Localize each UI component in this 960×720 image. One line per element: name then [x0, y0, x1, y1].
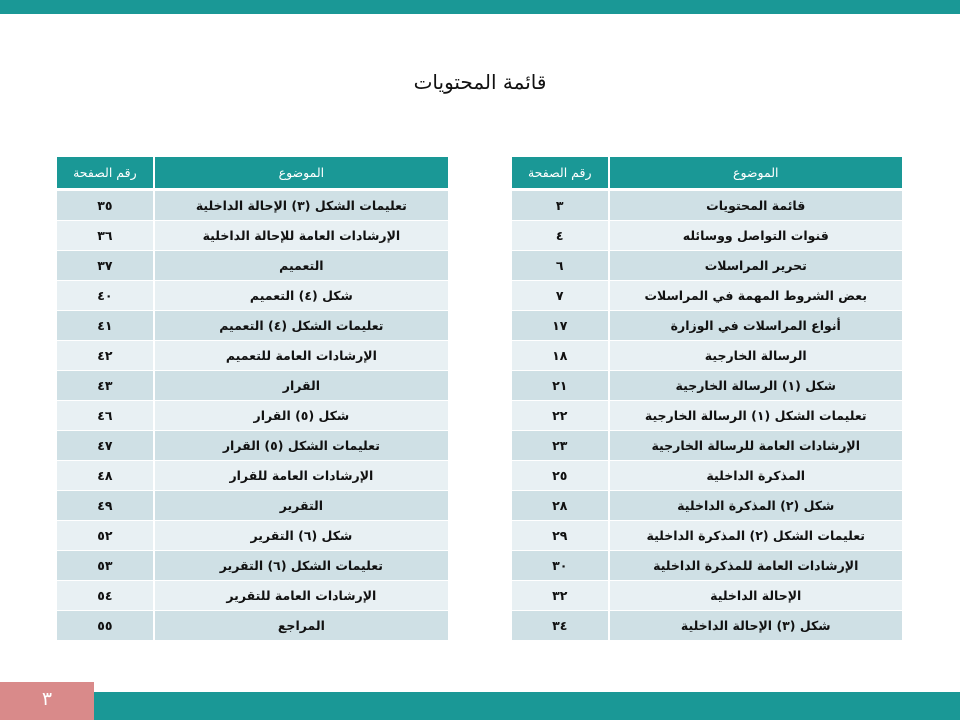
header-page-number: رقم الصفحة [512, 157, 610, 191]
header-topic: الموضوع [155, 157, 448, 191]
toc-topic: الإرشادات العامة للمذكرة الداخلية [610, 551, 903, 581]
toc-topic: المراجع [155, 611, 448, 641]
table-row [57, 431, 448, 461]
toc-page-number: ٣٤ [512, 611, 610, 641]
toc-table-left [57, 157, 448, 641]
table-row [57, 371, 448, 401]
toc-page-number: ٣٧ [57, 251, 155, 281]
toc-topic: بعض الشروط المهمة في المراسلات [610, 281, 903, 311]
toc-topic: شكل (٥) القرار [155, 401, 448, 431]
table-row [57, 341, 448, 371]
toc-topic: شكل (٤) التعميم [155, 281, 448, 311]
toc-topic: تعليمات الشكل (١) الرسالة الخارجية [610, 401, 903, 431]
bottom-accent-bar [0, 692, 960, 720]
table-row [512, 371, 902, 401]
page-number: ٣ [0, 682, 94, 720]
toc-topic: أنواع المراسلات في الوزارة [610, 311, 903, 341]
toc-topic: المذكرة الداخلية [610, 461, 903, 491]
table-row [512, 431, 902, 461]
toc-page-number: ٤٠ [57, 281, 155, 311]
table-row [512, 551, 902, 581]
table-row [57, 551, 448, 581]
header-topic: الموضوع [610, 157, 903, 191]
toc-topic: قنوات التواصل ووسائله [610, 221, 903, 251]
page-title: قائمة المحتويات [413, 70, 547, 94]
toc-topic: القرار [155, 371, 448, 401]
toc-page-number: ٢١ [512, 371, 610, 401]
toc-page-number: ٤٣ [57, 371, 155, 401]
toc-page-number: ٥٢ [57, 521, 155, 551]
toc-page-number: ٢٩ [512, 521, 610, 551]
toc-page-number: ١٧ [512, 311, 610, 341]
table-row [512, 491, 902, 521]
toc-topic: الإرشادات العامة للرسالة الخارجية [610, 431, 903, 461]
toc-topic: تعليمات الشكل (٥) القرار [155, 431, 448, 461]
toc-page-number: ٣٦ [57, 221, 155, 251]
table-row [57, 611, 448, 641]
toc-page-number: ٤٦ [57, 401, 155, 431]
toc-topic: الإرشادات العامة للقرار [155, 461, 448, 491]
table-row [512, 341, 902, 371]
toc-topic: تحرير المراسلات [610, 251, 903, 281]
toc-page-number: ٧ [512, 281, 610, 311]
toc-page-number: ٥٥ [57, 611, 155, 641]
table-row [512, 401, 902, 431]
table-row [57, 311, 448, 341]
table-row [57, 281, 448, 311]
toc-page-number: ٢٥ [512, 461, 610, 491]
table-row [512, 611, 902, 641]
table-header-row [512, 157, 902, 191]
table-row [57, 401, 448, 431]
toc-page-number: ٤١ [57, 311, 155, 341]
toc-topic: شكل (١) الرسالة الخارجية [610, 371, 903, 401]
table-row [57, 521, 448, 551]
toc-topic: الإحالة الداخلية [610, 581, 903, 611]
toc-topic: قائمة المحتويات [610, 191, 903, 221]
toc-page-number: ٤٨ [57, 461, 155, 491]
table-header-row [57, 157, 448, 191]
toc-page-number: ٤٩ [57, 491, 155, 521]
table-row [57, 221, 448, 251]
toc-topic: شكل (٣) الإحالة الداخلية [610, 611, 903, 641]
toc-table-right [512, 157, 902, 641]
header-page-number: رقم الصفحة [57, 157, 155, 191]
toc-topic: تعليمات الشكل (٤) التعميم [155, 311, 448, 341]
table-row [57, 191, 448, 221]
toc-page-number: ٢٣ [512, 431, 610, 461]
toc-topic: شكل (٦) التقرير [155, 521, 448, 551]
toc-page-number: ٥٣ [57, 551, 155, 581]
table-row [512, 251, 902, 281]
toc-page-number: ٣٥ [57, 191, 155, 221]
toc-topic: تعليمات الشكل (٢) المذكرة الداخلية [610, 521, 903, 551]
table-row [512, 281, 902, 311]
toc-topic: تعليمات الشكل (٣) الإحالة الداخلية [155, 191, 448, 221]
toc-topic: الإرشادات العامة للإحالة الداخلية [155, 221, 448, 251]
toc-page-number: ٢٨ [512, 491, 610, 521]
toc-topic: شكل (٢) المذكرة الداخلية [610, 491, 903, 521]
table-row [512, 191, 902, 221]
table-row [57, 461, 448, 491]
toc-page-number: ٣٠ [512, 551, 610, 581]
toc-page-number: ٣٢ [512, 581, 610, 611]
toc-topic: التقرير [155, 491, 448, 521]
toc-topic: التعميم [155, 251, 448, 281]
toc-topic: الرسالة الخارجية [610, 341, 903, 371]
table-row [512, 221, 902, 251]
table-row [512, 311, 902, 341]
table-row [512, 581, 902, 611]
toc-page-number: ٤٧ [57, 431, 155, 461]
table-row [57, 491, 448, 521]
toc-page-number: ٢٢ [512, 401, 610, 431]
toc-page-number: ٦ [512, 251, 610, 281]
table-row [512, 521, 902, 551]
table-row [57, 581, 448, 611]
toc-page-number: ٤٢ [57, 341, 155, 371]
toc-topic: الإرشادات العامة للتعميم [155, 341, 448, 371]
toc-page-number: ٣ [512, 191, 610, 221]
toc-page-number: ٤ [512, 221, 610, 251]
table-row [57, 251, 448, 281]
toc-page-number: ١٨ [512, 341, 610, 371]
toc-page-number: ٥٤ [57, 581, 155, 611]
table-row [512, 461, 902, 491]
toc-topic: تعليمات الشكل (٦) التقرير [155, 551, 448, 581]
top-accent-bar [0, 0, 960, 14]
toc-topic: الإرشادات العامة للتقرير [155, 581, 448, 611]
